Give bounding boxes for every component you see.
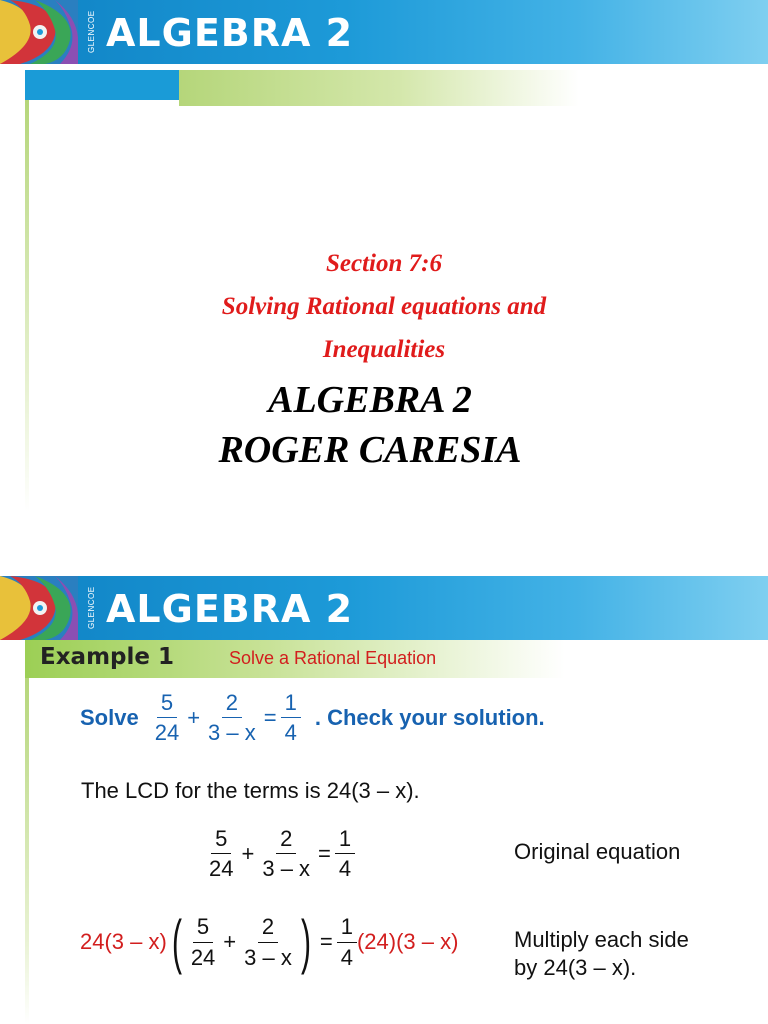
numerator: 5 (157, 690, 177, 718)
left-multiplier: 24(3 – x) (80, 929, 167, 954)
prompt-equation (80, 690, 545, 746)
equals-sign: = (263, 704, 277, 730)
header-bar (0, 0, 768, 64)
step2-note (514, 926, 689, 982)
plus-sign: + (187, 704, 201, 730)
fraction (240, 914, 296, 970)
fraction (187, 914, 219, 970)
numerator: 2 (222, 690, 242, 718)
brand-publisher: GLENCOE (87, 586, 96, 630)
multiplied-equation (80, 908, 459, 975)
brand-title: ALGEBRA 2 (106, 587, 354, 631)
prompt-suffix: . Check your solution. (314, 704, 545, 730)
numerator: 2 (258, 914, 278, 942)
denominator: 24 (190, 944, 216, 970)
example-title: Solve a Rational Equation (229, 648, 437, 668)
step1-note: Original equation (514, 839, 681, 864)
section-heading: Section 7:6 (326, 250, 442, 277)
numerator: 2 (276, 826, 296, 854)
fraction (337, 914, 357, 970)
denominator: 3 – x (244, 944, 292, 970)
step2-note-line1: Multiply each side (514, 927, 689, 952)
fraction (258, 826, 314, 882)
plus-sign: + (223, 929, 237, 954)
denominator: 4 (284, 720, 297, 746)
numerator: 5 (193, 914, 213, 942)
original-equation (205, 826, 355, 882)
denominator: 24 (209, 856, 234, 882)
fraction (281, 690, 301, 746)
swirl-logo-icon (0, 576, 78, 640)
right-multiplier: (24)(3 – x) (356, 929, 459, 954)
denominator: 3 – x (208, 720, 256, 746)
numerator: 1 (337, 914, 357, 942)
step2-note-line2: by 24(3 – x). (514, 955, 637, 980)
lcd-statement: The LCD for the terms is 24(3 – x). (81, 778, 420, 803)
plus-sign: + (241, 840, 255, 866)
denominator: 24 (154, 720, 180, 746)
header-bar (0, 576, 768, 640)
course-title: ALGEBRA 2 (268, 379, 472, 421)
swirl-logo-icon (0, 0, 78, 64)
numerator: 5 (211, 826, 231, 854)
section-subtitle-line2: Inequalities (322, 336, 446, 363)
fraction (335, 826, 355, 882)
numerator: 1 (281, 690, 301, 718)
left-paren: ( (171, 908, 182, 975)
right-paren: ) (300, 908, 311, 975)
numerator: 1 (335, 826, 355, 854)
equals-sign: = (319, 929, 333, 954)
fraction (151, 690, 183, 746)
accent-left-line (25, 678, 29, 1024)
denominator: 3 – x (262, 856, 311, 882)
solve-word: Solve (80, 704, 139, 730)
brand-title: ALGEBRA 2 (106, 11, 354, 55)
fraction (205, 826, 237, 882)
author-name: ROGER CARESIA (218, 429, 522, 471)
equals-sign: = (318, 840, 331, 866)
accent-blue-block (25, 70, 179, 100)
example-slide (0, 512, 768, 1024)
brand-publisher: GLENCOE (87, 10, 96, 54)
denominator: 4 (338, 856, 352, 882)
denominator: 4 (340, 944, 353, 970)
section-subtitle-line1: Solving Rational equations and (221, 293, 547, 320)
accent-green-band (179, 70, 579, 106)
example-label: Example 1 (40, 644, 174, 670)
fraction (204, 690, 260, 746)
